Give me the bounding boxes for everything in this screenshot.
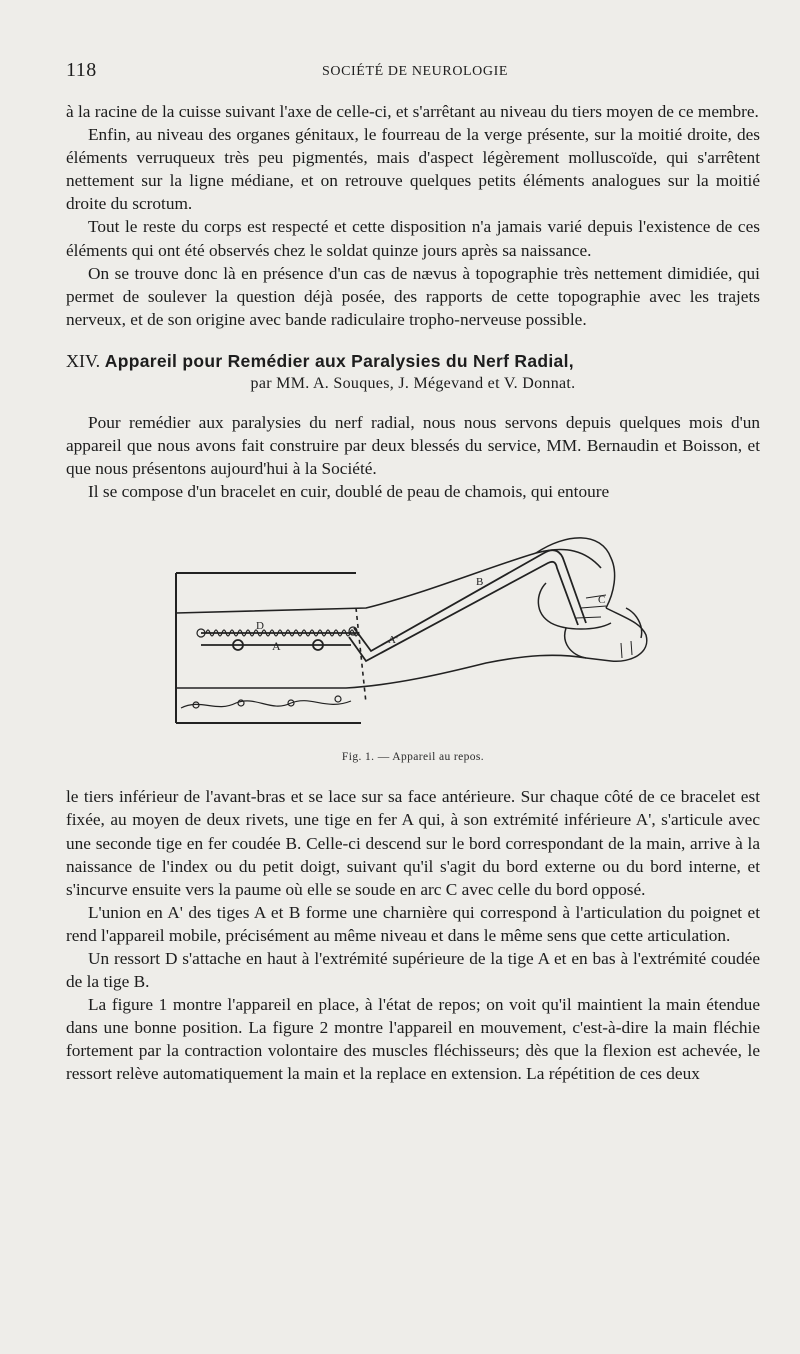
journal-title: SOCIÉTÉ DE NEUROLOGIE	[322, 64, 509, 79]
section-authors: par MM. A. Souques, J. Mégevand et V. Donnat.	[250, 374, 576, 392]
rod-b	[349, 550, 586, 661]
paragraph: L'union en A' des tiges A et B forme une charnière qui correspond à l'articulation du poignet et rend l'appareil mobile, précisément au même niveau et dans le même sens que cette articulation.	[66, 902, 760, 945]
section-number: XIV.	[66, 350, 101, 371]
label-a: A	[272, 639, 281, 654]
page-number: 118	[66, 59, 97, 81]
running-head	[0, 57, 800, 85]
lacing	[181, 696, 351, 708]
paragraph: La figure 1 montre l'appareil en place, à l'état de repos; on voit qu'il maintient la main étendue dans une bonne position. La figure 2 montre l'appareil en mouvement, c'est-à-dire la main fléchie fortement par la contraction volontaire des muscles fléchisseurs; dès que la flexion est achevée, le ressort relève automatiquement la main et la replace en extension. La répétition de ces deux	[66, 995, 760, 1084]
figure-1	[66, 513, 760, 783]
label-c: C	[598, 594, 606, 607]
paragraph: Enfin, au niveau des organes génitaux, le fourreau de la verge présente, sur la moitié droite, des éléments verruqueux très peu pigmentés, mais d'aspect légèrement molluscoïde, qui s'arrêtent nettement sur la ligne médiane, et on retrouve quelques petits éléments analogues sur la moitié droite du scrotum.	[66, 125, 760, 214]
hand-drawing	[536, 538, 647, 661]
section-body	[66, 785, 760, 1085]
figure-labels	[256, 576, 605, 653]
article-body	[66, 100, 760, 1086]
paragraph: Tout le reste du corps est respecté et cette disposition n'a jamais varié depuis l'existence de ces éléments qui ont été observés chez le soldat quinze jours après sa naissance.	[66, 217, 760, 260]
label-a-prime: A'	[388, 634, 398, 647]
paragraph-continued: le tiers inférieur de l'avant-bras et se lace sur sa face antérieure. Sur chaque côté de ce bracelet est fixée, au moyen de deux rivets, une tige en fer A qui, à son extrémité inférieure A', s'articule avec une seconde tige en fer coudée B. Celle-ci descend sur le bord correspondant de la main, arrive à la naissance de l'index ou du petit doigt, suivant qu'il s'agit du bord externe ou du bord interne, et s'incurve ensuite vers la paume où elle se soude en arc C avec celle du bord opposé.	[66, 787, 760, 899]
paragraph: Pour remédier aux paralysies du nerf radial, nous nous servons depuis quelques mois d'un appareil que nous avons fait construire par deux blessés du service, MM. Bernaudin et Boisson, et que nous présentons aujourd'hui à la Société.	[66, 412, 760, 479]
plate-frame	[176, 573, 361, 723]
spring-d	[197, 627, 358, 637]
section-intro	[66, 411, 760, 503]
label-d: D	[256, 620, 264, 633]
figure-caption: Fig. 1. — Appareil au repos.	[341, 751, 485, 764]
apparatus-illustration	[66, 513, 760, 783]
paragraph: On se trouve donc là en présence d'un cas de nævus à topographie très nettement dimidiée, qui permet de soulever la question déjà posée, des rapports de cette topographie avec les trajets nerveux, et de son origine avec bande radiculaire tropho-nerveuse possible.	[66, 263, 760, 329]
paragraph: Un ressort D s'attache en haut à l'extrémité supérieure de la tige A et en bas à l'extrémité coudée de la tige B.	[66, 948, 760, 992]
section-title: Appareil pour Remédier aux Paralysies du Nerf Radial,	[104, 350, 574, 371]
paragraph: Il se compose d'un bracelet en cuir, doublé de peau de chamois, qui entoure	[88, 482, 610, 502]
label-b: B	[476, 576, 484, 589]
section-title-line	[66, 350, 760, 373]
paragraph-continued: à la racine de la cuisse suivant l'axe de celle-ci, et s'arrêtant au niveau du tiers moyen de ce membre.	[66, 102, 759, 121]
section-heading	[66, 350, 760, 395]
